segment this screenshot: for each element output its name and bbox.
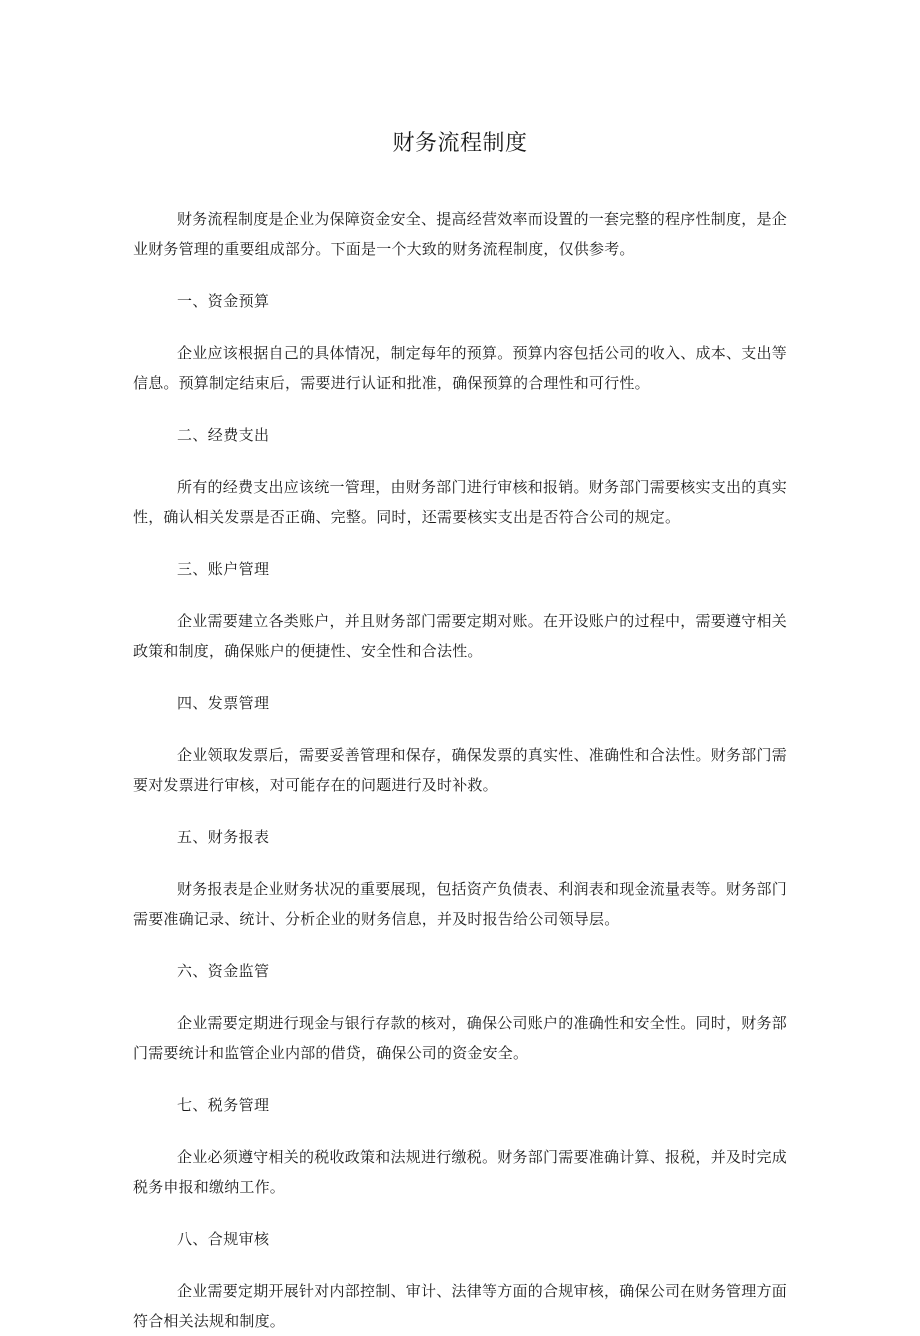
section-body-accounts: 企业需要建立各类账户，并且财务部门需要定期对账。在开设账户的过程中，需要遵守相关政策和制度，确保账户的便捷性、安全性和合法性。 xyxy=(133,612,787,660)
section-heading-reports: 五、财务报表 xyxy=(177,828,270,846)
section-heading-accounts: 三、账户管理 xyxy=(177,560,270,578)
section-heading-expenses: 二、经费支出 xyxy=(177,426,270,444)
section-body-invoices: 企业领取发票后，需要妥善管理和保存，确保发票的真实性、准确性和合法性。财务部门需要对发票进行审核，对可能存在的问题进行及时补救。 xyxy=(133,746,787,794)
section-body-reports: 财务报表是企业财务状况的重要展现，包括资产负债表、利润表和现金流量表等。财务部门需要准确记录、统计、分析企业的财务信息，并及时报告给公司领导层。 xyxy=(133,880,787,928)
section-heading-invoices: 四、发票管理 xyxy=(177,694,270,712)
section-body-tax: 企业必须遵守相关的税收政策和法规进行缴税。财务部门需要准确计算、报税，并及时完成税务申报和缴纳工作。 xyxy=(133,1148,787,1196)
section-body-budget: 企业应该根据自己的具体情况，制定每年的预算。预算内容包括公司的收入、成本、支出等信息。预算制定结束后，需要进行认证和批准，确保预算的合理性和可行性。 xyxy=(133,344,787,392)
page-title: 财务流程制度 xyxy=(392,131,528,156)
section-heading-budget: 一、资金预算 xyxy=(177,292,270,310)
section-body-compliance: 企业需要定期开展针对内部控制、审计、法律等方面的合规审核，确保公司在财务管理方面符合相关法规和制度。 xyxy=(133,1282,787,1330)
intro-paragraph: 财务流程制度是企业为保障资金安全、提高经营效率而设置的一套完整的程序性制度，是企业财务管理的重要组成部分。下面是一个大致的财务流程制度，仅供参考。 xyxy=(133,210,787,258)
section-heading-fund-supervision: 六、资金监管 xyxy=(177,962,270,980)
section-heading-compliance: 八、合规审核 xyxy=(177,1230,270,1248)
section-body-expenses: 所有的经费支出应该统一管理，由财务部门进行审核和报销。财务部门需要核实支出的真实性，确认相关发票是否正确、完整。同时，还需要核实支出是否符合公司的规定。 xyxy=(133,478,787,526)
document-body xyxy=(133,204,787,1336)
section-heading-tax: 七、税务管理 xyxy=(177,1096,270,1114)
section-body-fund-supervision: 企业需要定期进行现金与银行存款的核对，确保公司账户的准确性和安全性。同时，财务部门需要统计和监管企业内部的借贷，确保公司的资金安全。 xyxy=(133,1014,787,1062)
